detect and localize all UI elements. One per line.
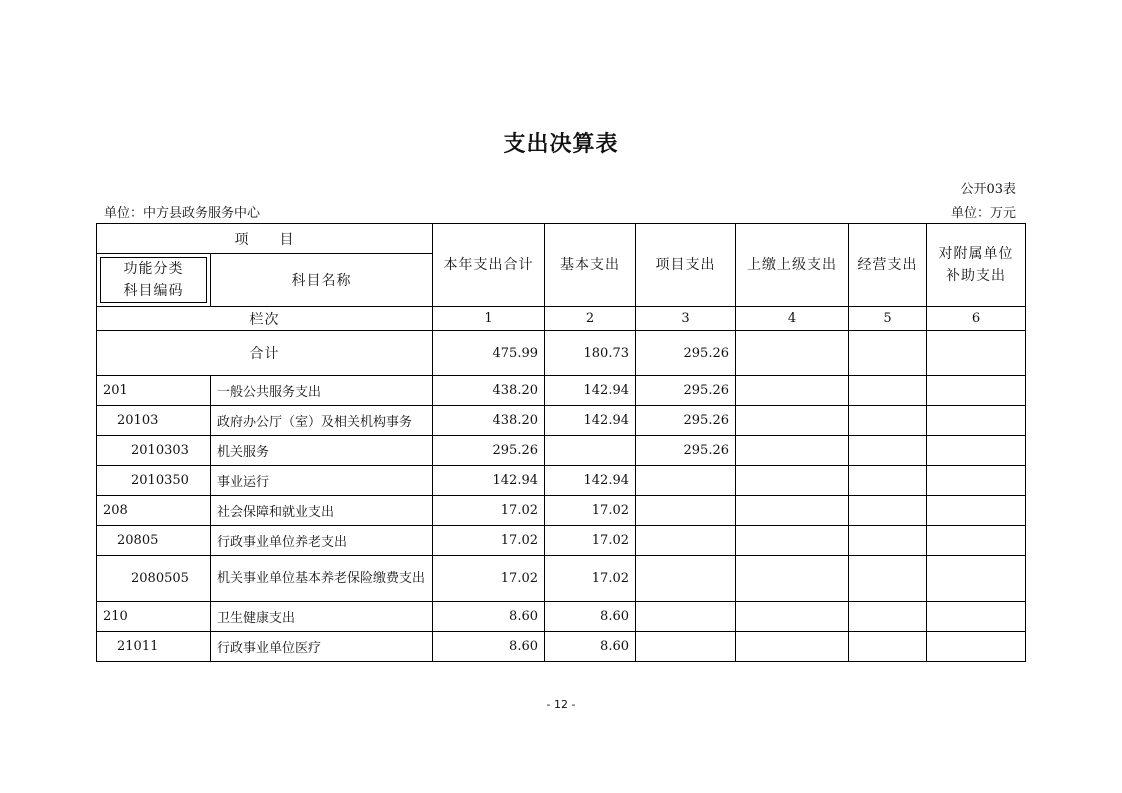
- table-row: [97, 632, 1026, 662]
- col-num-1: 1: [433, 307, 545, 331]
- row-basic: 8.60: [545, 602, 636, 632]
- total-subsidy: [927, 331, 1026, 376]
- row-name: 行政事业单位医疗: [211, 632, 433, 662]
- row-remit: [736, 526, 849, 556]
- col-num-6: 6: [927, 307, 1026, 331]
- row-basic: 17.02: [545, 496, 636, 526]
- row-business: [849, 632, 927, 662]
- row-remit: [736, 376, 849, 406]
- form-code: 公开03表: [960, 182, 1016, 197]
- row-code: 208: [97, 496, 211, 526]
- row-business: [849, 556, 927, 602]
- row-total: 17.02: [433, 556, 545, 602]
- row-subsidy: [927, 496, 1026, 526]
- row-total: 17.02: [433, 496, 545, 526]
- row-name: 社会保障和就业支出: [211, 496, 433, 526]
- total-remit: [736, 331, 849, 376]
- row-remit: [736, 632, 849, 662]
- header-func-code: 功能分类 科目编码: [100, 257, 207, 303]
- total-row: [97, 331, 1026, 376]
- table-row: [97, 436, 1026, 466]
- row-basic: [545, 436, 636, 466]
- row-subsidy: [927, 526, 1026, 556]
- col-num-4: 4: [736, 307, 849, 331]
- row-code: 2080505: [97, 556, 211, 602]
- row-subsidy: [927, 632, 1026, 662]
- row-basic: 17.02: [545, 556, 636, 602]
- row-basic: 142.94: [545, 466, 636, 496]
- row-total: 8.60: [433, 602, 545, 632]
- page-number: - 12 -: [546, 698, 576, 711]
- header-remit: 上缴上级支出: [736, 224, 849, 307]
- header-project-expenditure: 项目支出: [636, 224, 736, 307]
- col-num-5: 5: [849, 307, 927, 331]
- table-row: [97, 406, 1026, 436]
- row-project: [636, 632, 736, 662]
- page-title: 支出决算表: [503, 132, 619, 157]
- row-remit: [736, 496, 849, 526]
- row-name: 卫生健康支出: [211, 602, 433, 632]
- reporting-unit: 单位：中方县政务服务中心: [104, 206, 261, 221]
- total-business: [849, 331, 927, 376]
- total-basic: 180.73: [545, 331, 636, 376]
- header-basic: 基本支出: [545, 224, 636, 307]
- table-row: [97, 556, 1026, 602]
- col-num-3: 3: [636, 307, 736, 331]
- row-project: [636, 466, 736, 496]
- row-total: 295.26: [433, 436, 545, 466]
- header-total: 本年支出合计: [433, 224, 545, 307]
- row-name: 事业运行: [211, 466, 433, 496]
- row-total: 438.20: [433, 376, 545, 406]
- row-business: [849, 436, 927, 466]
- row-business: [849, 406, 927, 436]
- row-code: 2010303: [97, 436, 211, 466]
- row-code: 20805: [97, 526, 211, 556]
- row-name: 政府办公厅（室）及相关机构事务: [211, 406, 433, 436]
- row-project: [636, 496, 736, 526]
- row-remit: [736, 602, 849, 632]
- row-project: [636, 526, 736, 556]
- row-total: 142.94: [433, 466, 545, 496]
- row-total: 438.20: [433, 406, 545, 436]
- header-subsidy: 对附属单位 补助支出: [927, 224, 1026, 307]
- row-business: [849, 466, 927, 496]
- row-business: [849, 376, 927, 406]
- row-code: 2010350: [97, 466, 211, 496]
- row-business: [849, 526, 927, 556]
- row-remit: [736, 466, 849, 496]
- row-total: 8.60: [433, 632, 545, 662]
- table-row: [97, 376, 1026, 406]
- row-basic: 8.60: [545, 632, 636, 662]
- row-code: 21011: [97, 632, 211, 662]
- row-code: 201: [97, 376, 211, 406]
- expenditure-table: [96, 223, 1026, 662]
- header-func-code-cell: [97, 254, 211, 307]
- row-basic: 17.02: [545, 526, 636, 556]
- row-remit: [736, 556, 849, 602]
- row-subsidy: [927, 436, 1026, 466]
- total-label: 合计: [97, 331, 433, 376]
- row-name: 机关服务: [211, 436, 433, 466]
- row-project: [636, 556, 736, 602]
- row-name: 机关事业单位基本养老保险缴费支出: [211, 556, 433, 602]
- row-business: [849, 602, 927, 632]
- currency-unit: 单位：万元: [950, 206, 1016, 221]
- row-project: 295.26: [636, 376, 736, 406]
- col-num-2: 2: [545, 307, 636, 331]
- row-name: 行政事业单位养老支出: [211, 526, 433, 556]
- row-subsidy: [927, 602, 1026, 632]
- header-business: 经营支出: [849, 224, 927, 307]
- row-subsidy: [927, 376, 1026, 406]
- row-name: 一般公共服务支出: [211, 376, 433, 406]
- table-row: [97, 496, 1026, 526]
- column-label: 栏次: [97, 307, 433, 331]
- row-basic: 142.94: [545, 376, 636, 406]
- table-row: [97, 526, 1026, 556]
- row-subsidy: [927, 406, 1026, 436]
- row-remit: [736, 406, 849, 436]
- row-project: 295.26: [636, 436, 736, 466]
- row-code: 210: [97, 602, 211, 632]
- total-value: 475.99: [433, 331, 545, 376]
- row-code: 20103: [97, 406, 211, 436]
- header-subject-name: 科目名称: [211, 254, 433, 307]
- row-total: 17.02: [433, 526, 545, 556]
- row-project: [636, 602, 736, 632]
- row-basic: 142.94: [545, 406, 636, 436]
- table-row: [97, 466, 1026, 496]
- row-subsidy: [927, 466, 1026, 496]
- row-remit: [736, 436, 849, 466]
- header-project: 项 目: [97, 224, 433, 254]
- row-subsidy: [927, 556, 1026, 602]
- total-project: 295.26: [636, 331, 736, 376]
- row-project: 295.26: [636, 406, 736, 436]
- row-business: [849, 496, 927, 526]
- table-row: [97, 602, 1026, 632]
